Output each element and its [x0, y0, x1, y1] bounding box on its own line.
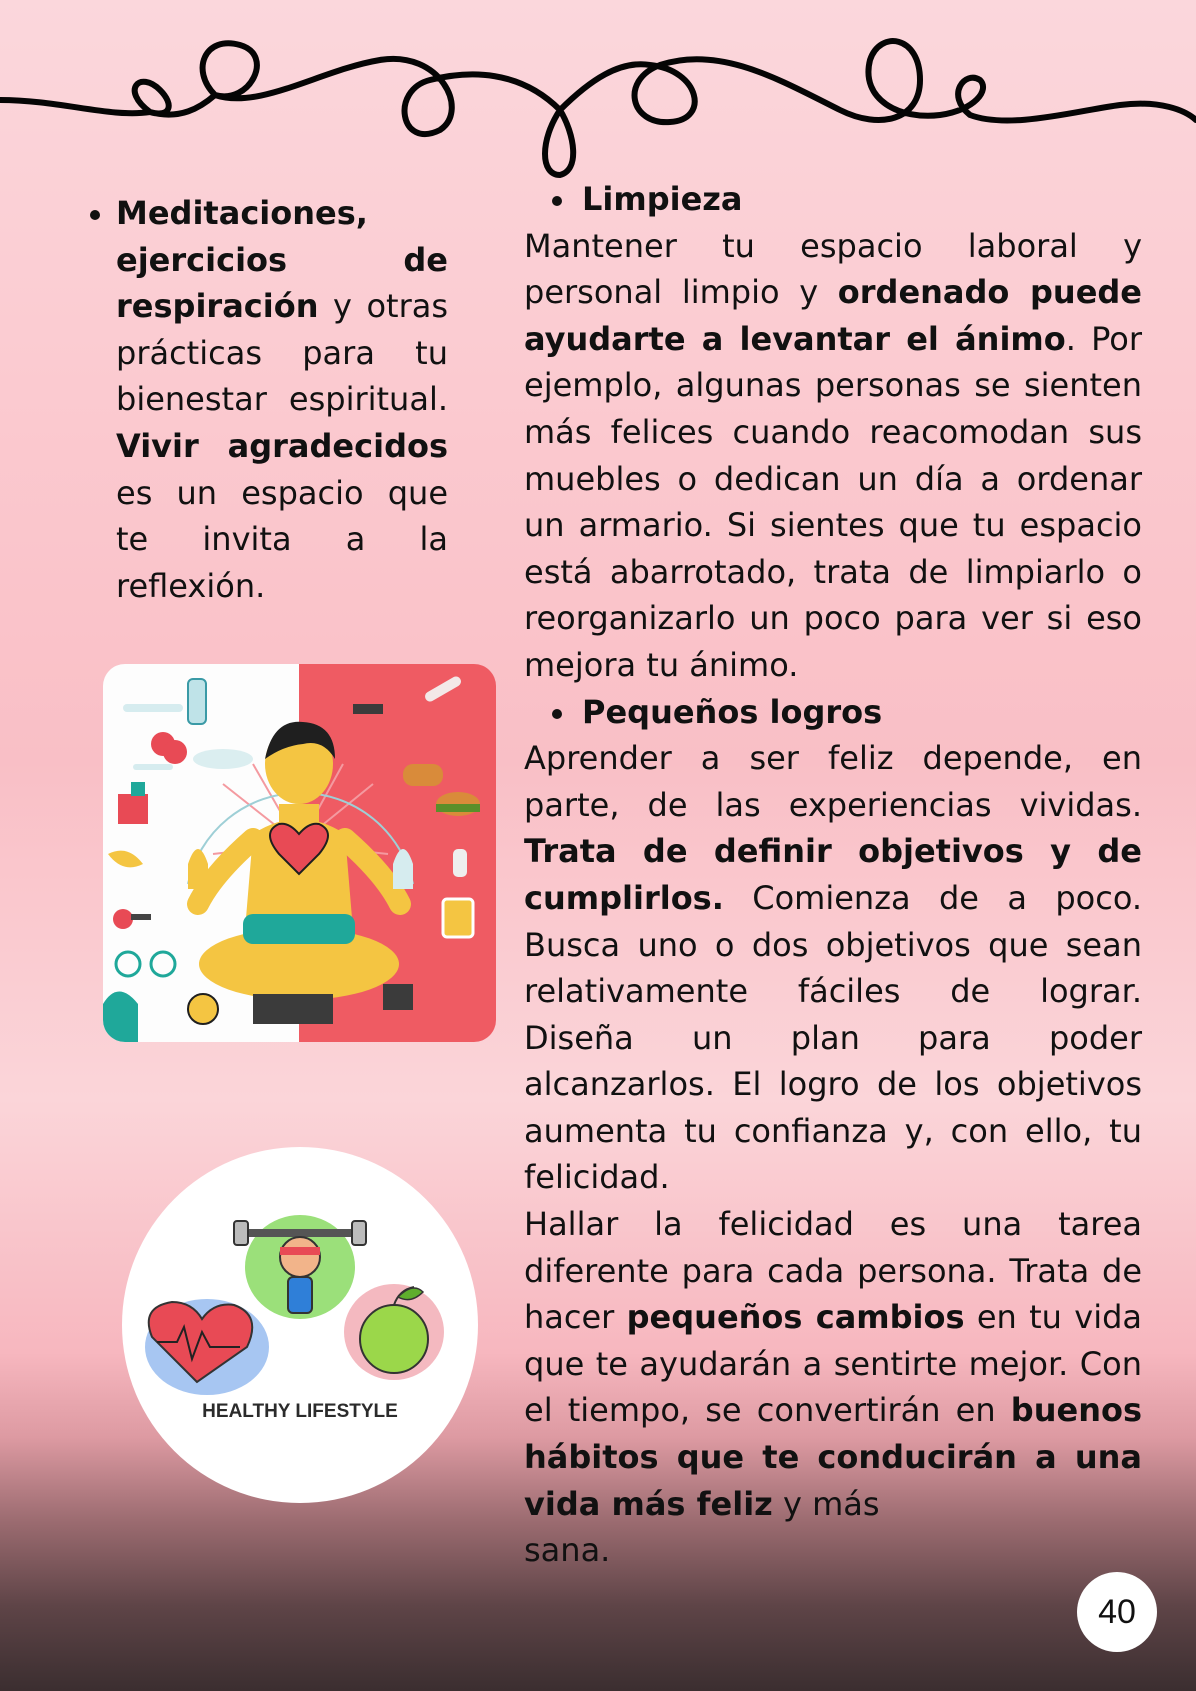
meditation-bold: Meditaciones, ejercicios de respiración: [116, 194, 448, 326]
closing-text-1: Hallar la felicidad es una tarea diferente para cada persona. Trata de hacer: [524, 1205, 1142, 1337]
gratitude-text: es un espacio que te invita a la reflexión.: [116, 473, 448, 605]
logros-bold: Trata de definir objetivos y de cumplirlos.: [524, 832, 1142, 917]
logros-text-1: Aprender a ser feliz depende, en parte, de las experiencias vividas.: [524, 739, 1142, 824]
limpieza-text-2: . Por ejemplo, algunas personas se sienten más felices cuando reacomodan sus muebles o dedican un día a ordenar un armario. Si sientes que tu espacio está abarrotado, trata de limpiarlo o reorganizarlo un poco para ver si eso mejora tu ánimo.: [524, 319, 1142, 684]
logros-paragraph: [524, 735, 1142, 1201]
left-column: [80, 190, 448, 609]
meditation-bullet: [80, 190, 448, 609]
meditation-text: y otras prácticas para tu bienestar espiritual.: [116, 287, 448, 419]
healthy-lifestyle-badge: [122, 1147, 478, 1503]
closing-text-3: y más: [772, 1484, 880, 1523]
limpieza-paragraph: [524, 223, 1142, 689]
logros-heading: Pequeños logros: [524, 689, 1142, 736]
meditation-illustration: [103, 664, 496, 1042]
page-number: 40: [1077, 1572, 1157, 1652]
right-column: [524, 176, 1142, 1574]
closing-bold-2: buenos hábitos que te conducirán a una vida más feliz: [524, 1391, 1142, 1523]
limpieza-heading: Limpieza: [524, 176, 1142, 223]
logros-text-2: Comienza de a poco. Busca uno o dos objetivos que sean relativamente fáciles de lograr. Diseña un plan para poder alcanzarlos. El logro de los objetivos aumenta tu confianza y, con ello, tu felicidad.: [524, 878, 1142, 1197]
closing-bold-1: pequeños cambios: [626, 1298, 965, 1337]
healthy-lifestyle-label: HEALTHY LIFESTYLE: [202, 1401, 398, 1422]
gratitude-bold: Vivir agradecidos: [116, 426, 448, 465]
closing-paragraph: [524, 1201, 1142, 1527]
closing-last-line: sana.: [524, 1531, 611, 1570]
decorative-swirl: [0, 0, 1196, 190]
limpieza-text-1: Mantener tu espacio laboral y personal limpio y: [524, 226, 1142, 312]
closing-text-2: en tu vida que te ayudarán a sentirte mejor. Con el tiempo, se convertirán en: [524, 1298, 1143, 1430]
limpieza-bold: ordenado puede ayudarte a levantar el ánimo: [524, 273, 1143, 358]
